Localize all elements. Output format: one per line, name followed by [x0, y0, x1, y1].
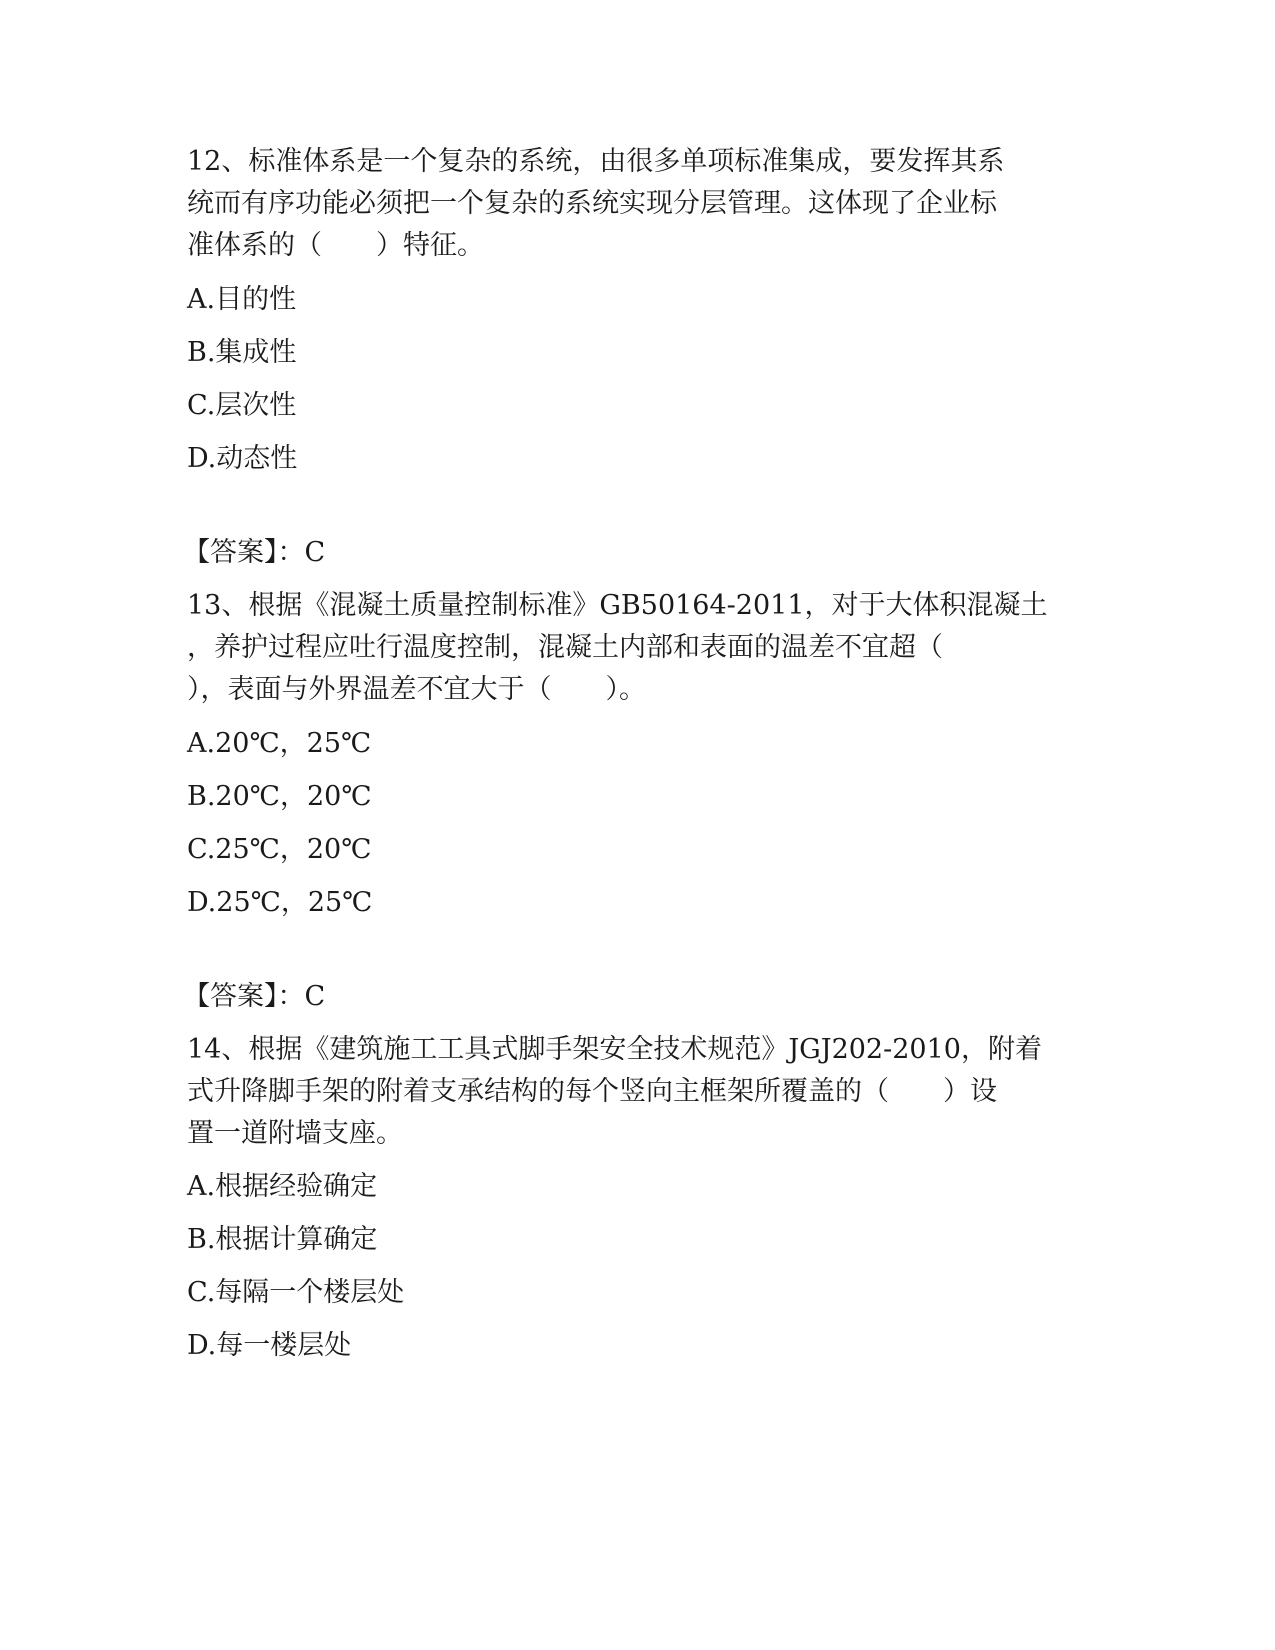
question-12-stem-line-3: 准体系的（ ）特征。 — [187, 230, 484, 261]
question-13-answer: 【答案】：C — [183, 981, 326, 1012]
question-13-option-a: A.20℃，25℃ — [187, 728, 372, 759]
question-14-stem-line-3: 置一道附墙支座。 — [187, 1118, 403, 1149]
question-14-option-d: D.每一楼层处 — [187, 1330, 352, 1361]
question-12-option-b: B.集成性 — [187, 337, 297, 368]
question-12-option-a: A.目的性 — [187, 284, 297, 315]
question-12-stem-line-2: 统而有序功能必须把一个复杂的系统实现分层管理。这体现了企业标 — [187, 188, 997, 219]
question-14-option-a: A.根据经验确定 — [187, 1171, 378, 1202]
question-13-stem-line-1: 13、根据《混凝土质量控制标准》GB50164-2011，对于大体积混凝土 — [187, 590, 1048, 621]
question-14-option-b: B.根据计算确定 — [187, 1224, 378, 1255]
question-13-stem-line-3: ），表面与外界温差不宜大于（ ）。 — [187, 674, 646, 705]
question-12-stem-line-1: 12、标准体系是一个复杂的系统，由很多单项标准集成，要发挥其系 — [187, 146, 1005, 177]
question-13-stem-line-2: ，养护过程应吐行温度控制，混凝土内部和表面的温差不宜超（ — [187, 632, 943, 663]
question-12-option-d: D.动态性 — [187, 443, 298, 474]
question-12-option-c: C.层次性 — [187, 390, 297, 421]
question-12-answer: 【答案】：C — [183, 537, 326, 568]
question-13-option-d: D.25℃，25℃ — [187, 887, 373, 918]
question-14-option-c: C.每隔一个楼层处 — [187, 1277, 405, 1308]
question-14-stem-line-2: 式升降脚手架的附着支承结构的每个竖向主框架所覆盖的（ ）设 — [187, 1076, 997, 1107]
question-13-option-c: C.25℃，20℃ — [187, 834, 372, 865]
question-14-stem-line-1: 14、根据《建筑施工工具式脚手架安全技术规范》JGJ202-2010，附着 — [187, 1034, 1042, 1065]
question-13-option-b: B.20℃，20℃ — [187, 781, 372, 812]
